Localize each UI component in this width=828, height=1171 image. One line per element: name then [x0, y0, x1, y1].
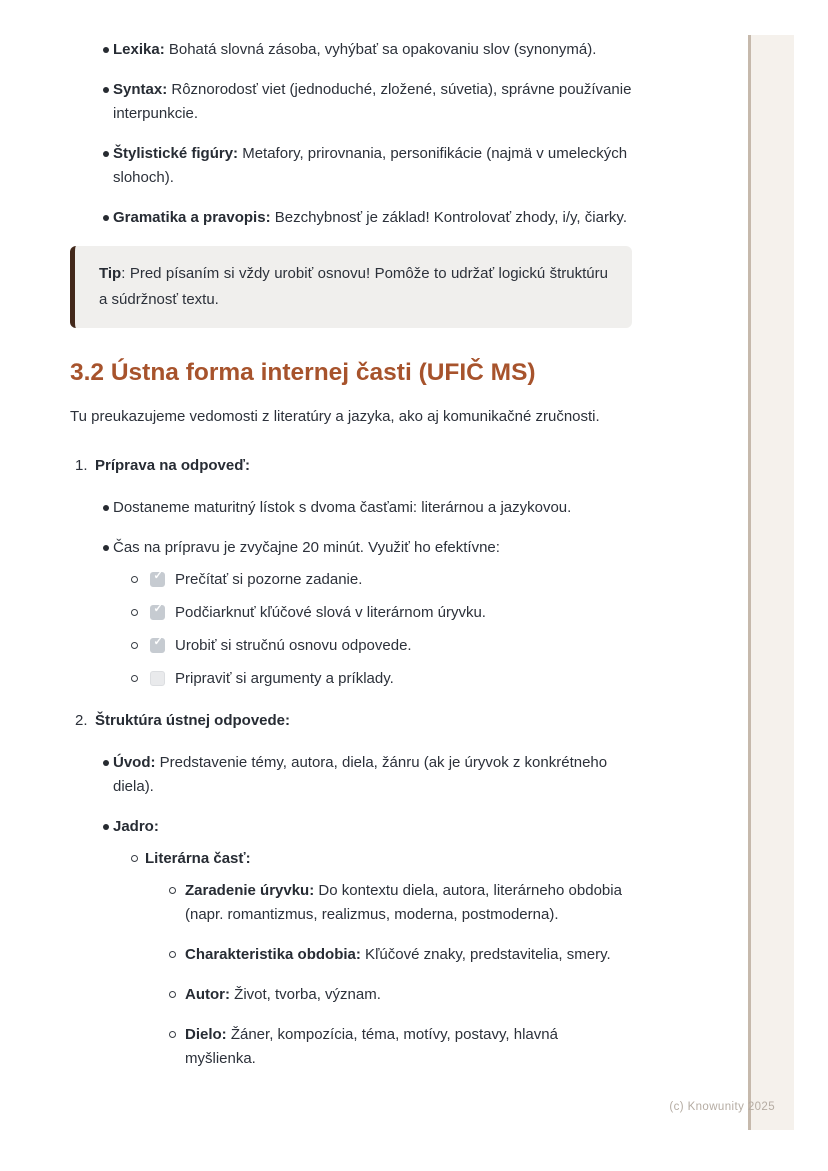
circle-bullet-icon — [169, 1031, 176, 1038]
checklist-item — [70, 568, 632, 592]
list-item — [70, 206, 632, 230]
section-heading: 3.2 Ústna forma internej časti (UFIČ MS) — [70, 359, 536, 386]
tip-callout — [70, 246, 632, 328]
checkbox-icon[interactable] — [150, 638, 165, 653]
intro-paragraph: Tu preukazujeme vedomosti z literatúry a jazyka, ako aj komunikačné zručnosti. — [70, 408, 600, 425]
circle-bullet-icon — [169, 951, 176, 958]
term-label: Lexika: — [113, 41, 165, 58]
circle-bullet-icon — [169, 991, 176, 998]
sublist-item — [70, 1023, 632, 1071]
circle-bullet-icon — [131, 642, 138, 649]
document-content — [70, 38, 632, 1087]
term-label: Literárna časť: — [145, 850, 251, 867]
item-number: 1. — [75, 457, 88, 474]
term-label: Jadro: — [113, 818, 159, 835]
term-text: Bezchybnosť je základ! Kontrolovať zhody, i/y, čiarky. — [270, 209, 627, 226]
circle-bullet-icon — [131, 609, 138, 616]
tip-label: Tip — [99, 265, 122, 282]
term-text: Žáner, kompozícia, téma, motívy, postavy, hlavná myšlienka. — [185, 1026, 558, 1067]
term-label: Charakteristika obdobia: — [185, 946, 361, 963]
bullet-icon — [103, 824, 109, 830]
term-label: Syntax: — [113, 81, 168, 98]
circle-bullet-icon — [131, 675, 138, 682]
bullet-icon — [103, 47, 109, 53]
sublist-item — [70, 847, 632, 871]
bullet-icon — [103, 505, 109, 511]
copyright-notice: (c) Knowunity 2025 — [669, 1101, 775, 1113]
list-item — [70, 751, 632, 799]
list-item — [70, 142, 632, 190]
checklist-item — [70, 634, 632, 658]
circle-bullet-icon — [131, 576, 138, 583]
checkbox-icon[interactable] — [150, 671, 165, 686]
circle-bullet-icon — [131, 855, 138, 862]
term-text: Bohatá slovná zásoba, vyhýbať sa opakovaniu slov (synonymá). — [164, 41, 597, 58]
term-label: Autor: — [185, 986, 230, 1003]
sublist-item — [70, 943, 632, 967]
sublist-item — [70, 879, 632, 927]
term-label: Gramatika a pravopis: — [113, 209, 271, 226]
style-criteria-list — [70, 38, 632, 230]
term-text: Život, tvorba, význam. — [230, 986, 381, 1003]
term-text: Kľúčové znaky, predstavitelia, smery. — [360, 946, 611, 963]
item-title: Príprava na odpoveď: — [95, 457, 250, 474]
list-item — [70, 38, 632, 62]
ordered-list — [70, 454, 632, 1071]
checklist-item — [70, 601, 632, 625]
list-item — [70, 536, 632, 560]
bullet-icon — [103, 215, 109, 221]
checkbox-icon[interactable] — [150, 605, 165, 620]
list-item — [70, 496, 632, 520]
term-label: Štylistické figúry: — [113, 145, 239, 162]
bullet-icon — [103, 760, 109, 766]
bullet-icon — [103, 87, 109, 93]
bullet-text: Dostaneme maturitný lístok s dvoma časťami: literárnou a jazykovou. — [113, 499, 572, 516]
list-item — [70, 78, 632, 126]
tip-text: : Pred písaním si vždy urobiť osnovu! Pomôže to udržať logickú štruktúru a súdržnosť textu. — [99, 265, 608, 308]
checklist-label: Podčiarknuť kľúčové slová v literárnom úryvku. — [175, 604, 486, 621]
term-label: Dielo: — [185, 1026, 227, 1043]
checklist-item — [70, 667, 632, 691]
circle-bullet-icon — [169, 887, 176, 894]
item-number: 2. — [75, 712, 88, 729]
bullet-icon — [103, 545, 109, 551]
term-text: Rôznorodosť viet (jednoduché, zložené, súvetia), správne používanie interpunkcie. — [113, 81, 632, 122]
next-page-edge — [748, 35, 794, 1130]
term-text: Metafory, prirovnania, personifikácie (najmä v umeleckých slohoch). — [113, 145, 628, 186]
list-item — [70, 815, 632, 839]
checklist-label: Prečítať si pozorne zadanie. — [175, 571, 363, 588]
term-label: Zaradenie úryvku: — [185, 882, 315, 899]
term-label: Úvod: — [113, 754, 156, 771]
item-title: Štruktúra ústnej odpovede: — [95, 712, 291, 729]
term-text: Predstavenie témy, autora, diela, žánru (ak je úryvok z konkrétneho diela). — [113, 754, 608, 795]
bullet-icon — [103, 151, 109, 157]
checklist-label: Pripraviť si argumenty a príklady. — [175, 670, 394, 687]
checkbox-icon[interactable] — [150, 572, 165, 587]
sublist-item — [70, 983, 632, 1007]
bullet-text: Čas na prípravu je zvyčajne 20 minút. Využiť ho efektívne: — [113, 539, 500, 556]
checklist-label: Urobiť si stručnú osnovu odpovede. — [175, 637, 412, 654]
numbered-item-1 — [70, 454, 632, 478]
term-text: Do kontextu diela, autora, literárneho obdobia (napr. romantizmus, realizmus, moderna, postmoderna). — [185, 882, 622, 923]
numbered-item-2 — [70, 709, 632, 733]
